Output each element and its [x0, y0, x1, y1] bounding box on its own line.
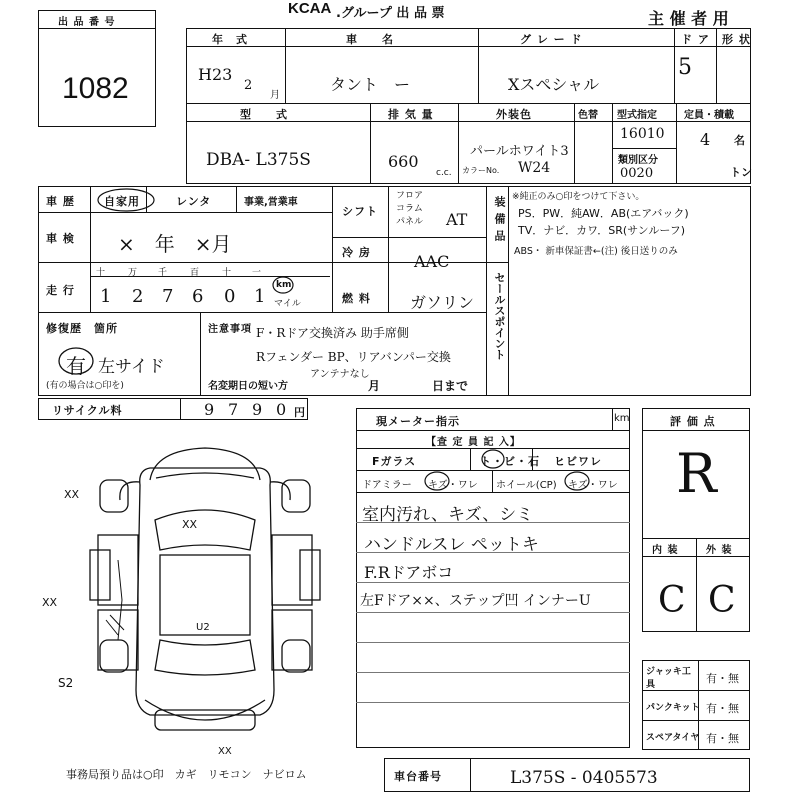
mileage-digit-4: 0 [224, 286, 236, 307]
mileage-digit-5: 1 [254, 286, 266, 307]
mirror-options: キズ・ワレ [428, 480, 478, 491]
windshield-options: ト・ビ・石 [480, 455, 540, 468]
meter-unit: km [614, 413, 630, 424]
recycle-unit: 円 [294, 406, 305, 419]
bi-circle [478, 448, 508, 470]
recycle-digit-0: 9 [204, 400, 215, 419]
notes-line-3: アンテナなし [310, 369, 370, 380]
mileage-digit-3: 6 [192, 286, 204, 307]
meter-label: 現メーター指示 [376, 415, 460, 428]
history-label: 車 歴 [46, 195, 75, 208]
equipment-line-1: PS．PW．純AW．AB(エアバック) [518, 207, 689, 220]
color-number-value: W24 [518, 160, 551, 176]
evaluation-label: 評 価 点 [670, 415, 716, 428]
recycle-digit-2: 9 [252, 400, 263, 419]
jack-label: ジャッキ工具 [646, 667, 691, 690]
recolor-label: 色替 [578, 110, 598, 121]
rename-label: 名変期日の短い方 [208, 381, 288, 392]
digit-label-0: 十 [96, 268, 106, 278]
category-label: 類別区分 [618, 155, 658, 166]
repair-circle [56, 345, 96, 377]
shape-label: 形 状 [722, 33, 751, 46]
km-label: km [276, 280, 292, 290]
displacement-label: 排 気 量 [388, 108, 434, 121]
displacement-value: 660 [388, 152, 419, 171]
puncture-kit-label: パンクキット [646, 703, 700, 713]
notes-line-2: Rフェンダー BP、リアバンパー交換 [256, 350, 451, 364]
exterior-label: 外 装 [706, 545, 733, 556]
repair-detail: 左サイド [98, 357, 165, 377]
load-unit: トン [730, 166, 752, 179]
fuel-value: ガソリン [410, 293, 475, 312]
grade-label: グ レ ー ド [520, 33, 583, 46]
model-value: DBA- L375S [206, 150, 311, 170]
mile-label: マイル [274, 299, 301, 309]
spare-tire-label: スペアタイヤ [646, 733, 700, 743]
mirror-label: ドアミラー [362, 480, 412, 491]
history-business: 事業,営業車 [244, 197, 298, 208]
displacement-unit: c.c. [436, 168, 452, 178]
evaluation-score: R [676, 442, 717, 505]
digit-label-3: 百 [190, 268, 200, 278]
equipment-line-2: TV．ナビ．カワ．SR(サンルーフ) [518, 224, 686, 237]
car-name-value: タント ー [330, 75, 411, 94]
month-unit: 月 [270, 90, 280, 101]
model-label: 型 式 [240, 108, 288, 121]
interior-grade: C [658, 580, 686, 621]
shaken-label: 車 検 [46, 232, 75, 245]
shift-value: AT [446, 210, 468, 229]
month-value: 2 [244, 78, 253, 93]
notes-line-1: F・Rドア交換済み 助手席側 [256, 326, 409, 340]
ac-value: AAC [414, 252, 450, 271]
interior-label: 内 装 [652, 545, 679, 556]
type-spec-label: 型式指定 [617, 110, 657, 121]
rename-month: 月 [368, 379, 381, 393]
mileage-label: 走 行 [46, 284, 75, 297]
windshield-label: Fガラス [372, 455, 417, 468]
damage-mark-left-rear: S2 [58, 676, 74, 690]
mileage-digit-1: 2 [132, 286, 144, 307]
organizer-label: 主 催 者 用 [648, 9, 729, 28]
door-label: ド ア [681, 33, 710, 46]
damage-mark-rear: XX [218, 746, 232, 757]
digit-label-1: 万 [128, 268, 138, 278]
type-spec-value: 16010 [620, 126, 665, 142]
car-damage-diagram [60, 440, 350, 760]
form-title: .グループ 出 品 票 [336, 6, 445, 21]
wheel-options: キズ・ワレ [568, 480, 618, 491]
jack-choice: 有・無 [706, 672, 739, 685]
year-value: H23 [198, 65, 233, 84]
notes-label: 注意事項 [208, 324, 252, 335]
equipment-note: ※純正のみ○印をつけて下さい。 [512, 192, 645, 202]
exterior-color-label: 外装色 [496, 108, 532, 121]
exterior-grade: C [708, 580, 736, 621]
fuel-label: 燃 料 [342, 292, 371, 305]
mirror-scratch-circle [422, 470, 452, 492]
inspector-header: 【査 定 員 記 入】 [426, 437, 521, 448]
category-value: 0020 [620, 166, 654, 181]
digit-label-5: 一 [252, 268, 262, 278]
shift-label: シフト [342, 205, 378, 218]
damage-mark-left-door: XX [42, 596, 58, 609]
damage-mark-front-left: XX [64, 488, 80, 501]
windshield-crack: ヒビワレ [554, 455, 602, 468]
damage-mark-roof: XX [182, 518, 198, 531]
spare-choice: 有・無 [706, 732, 739, 745]
equipment-label: 装備品 [493, 196, 506, 247]
recycle-digit-3: 0 [276, 400, 287, 419]
remark-line-4: 左Fドア××、ステップ凹 インナーU [360, 593, 591, 609]
mileage-digit-2: 7 [162, 286, 174, 307]
recycle-digit-1: 7 [228, 400, 239, 419]
capacity-unit: 名 [734, 134, 745, 147]
lot-number-label: 出 品 番 号 [58, 17, 116, 28]
capacity-value: 4 [700, 130, 711, 149]
puncture-choice: 有・無 [706, 702, 739, 715]
repair-history-value: 有 [66, 354, 86, 378]
office-items: 事務局預り品は○印 カギ リモコン ナビロム [66, 768, 307, 781]
logo: KCAA [288, 0, 332, 17]
equipment-line-3: ABS・ 新車保証書←(注) 後日送りのみ [514, 246, 678, 257]
shift-floor: フロア [396, 191, 424, 201]
mileage-digit-0: 1 [100, 286, 112, 307]
door-value: 5 [678, 55, 692, 80]
history-private: 自家用 [104, 195, 140, 208]
grade-value: Xスペシャル [508, 75, 600, 94]
repair-note: (有の場合は○印を) [46, 381, 124, 391]
ac-label: 冷 房 [342, 246, 371, 259]
shift-column: コラム [396, 204, 423, 214]
shift-panel: パネル [396, 217, 424, 227]
digit-label-4: 十 [222, 268, 232, 278]
remark-line-2: ハンドルスレ ペットキ [364, 535, 539, 555]
color-number-label: カラーNo. [462, 166, 500, 175]
car-name-label: 車 名 [346, 33, 394, 46]
chassis-number: L375S - 0405573 [510, 768, 658, 788]
exterior-color-value: パールホワイト3 [470, 144, 569, 159]
history-rental: レンタ [176, 195, 212, 208]
rename-day: 日まで [432, 379, 469, 393]
repair-history-label: 修復歴 箇所 [46, 322, 118, 335]
digit-label-2: 千 [158, 268, 168, 278]
wheel-scratch-circle [562, 470, 592, 492]
chassis-label: 車台番号 [394, 770, 442, 783]
remark-line-3: F.Rドアボコ [364, 563, 454, 582]
remark-line-1: 室内汚れ、キズ、シミ [362, 505, 534, 525]
capacity-label: 定員・積載 [684, 110, 734, 121]
recycle-label: リサイクル料 [52, 404, 123, 417]
km-circle [271, 275, 295, 295]
damage-mark-rear-roof: U2 [196, 622, 210, 633]
wheel-label: ホイール(CP) [496, 480, 557, 491]
lot-number: 1082 [62, 72, 129, 105]
year-label: 年 式 [212, 33, 248, 46]
shaken-value: × 年 ×月 [118, 232, 232, 256]
private-use-circle [96, 186, 156, 214]
sales-point-label: セールスポイント [493, 272, 506, 360]
